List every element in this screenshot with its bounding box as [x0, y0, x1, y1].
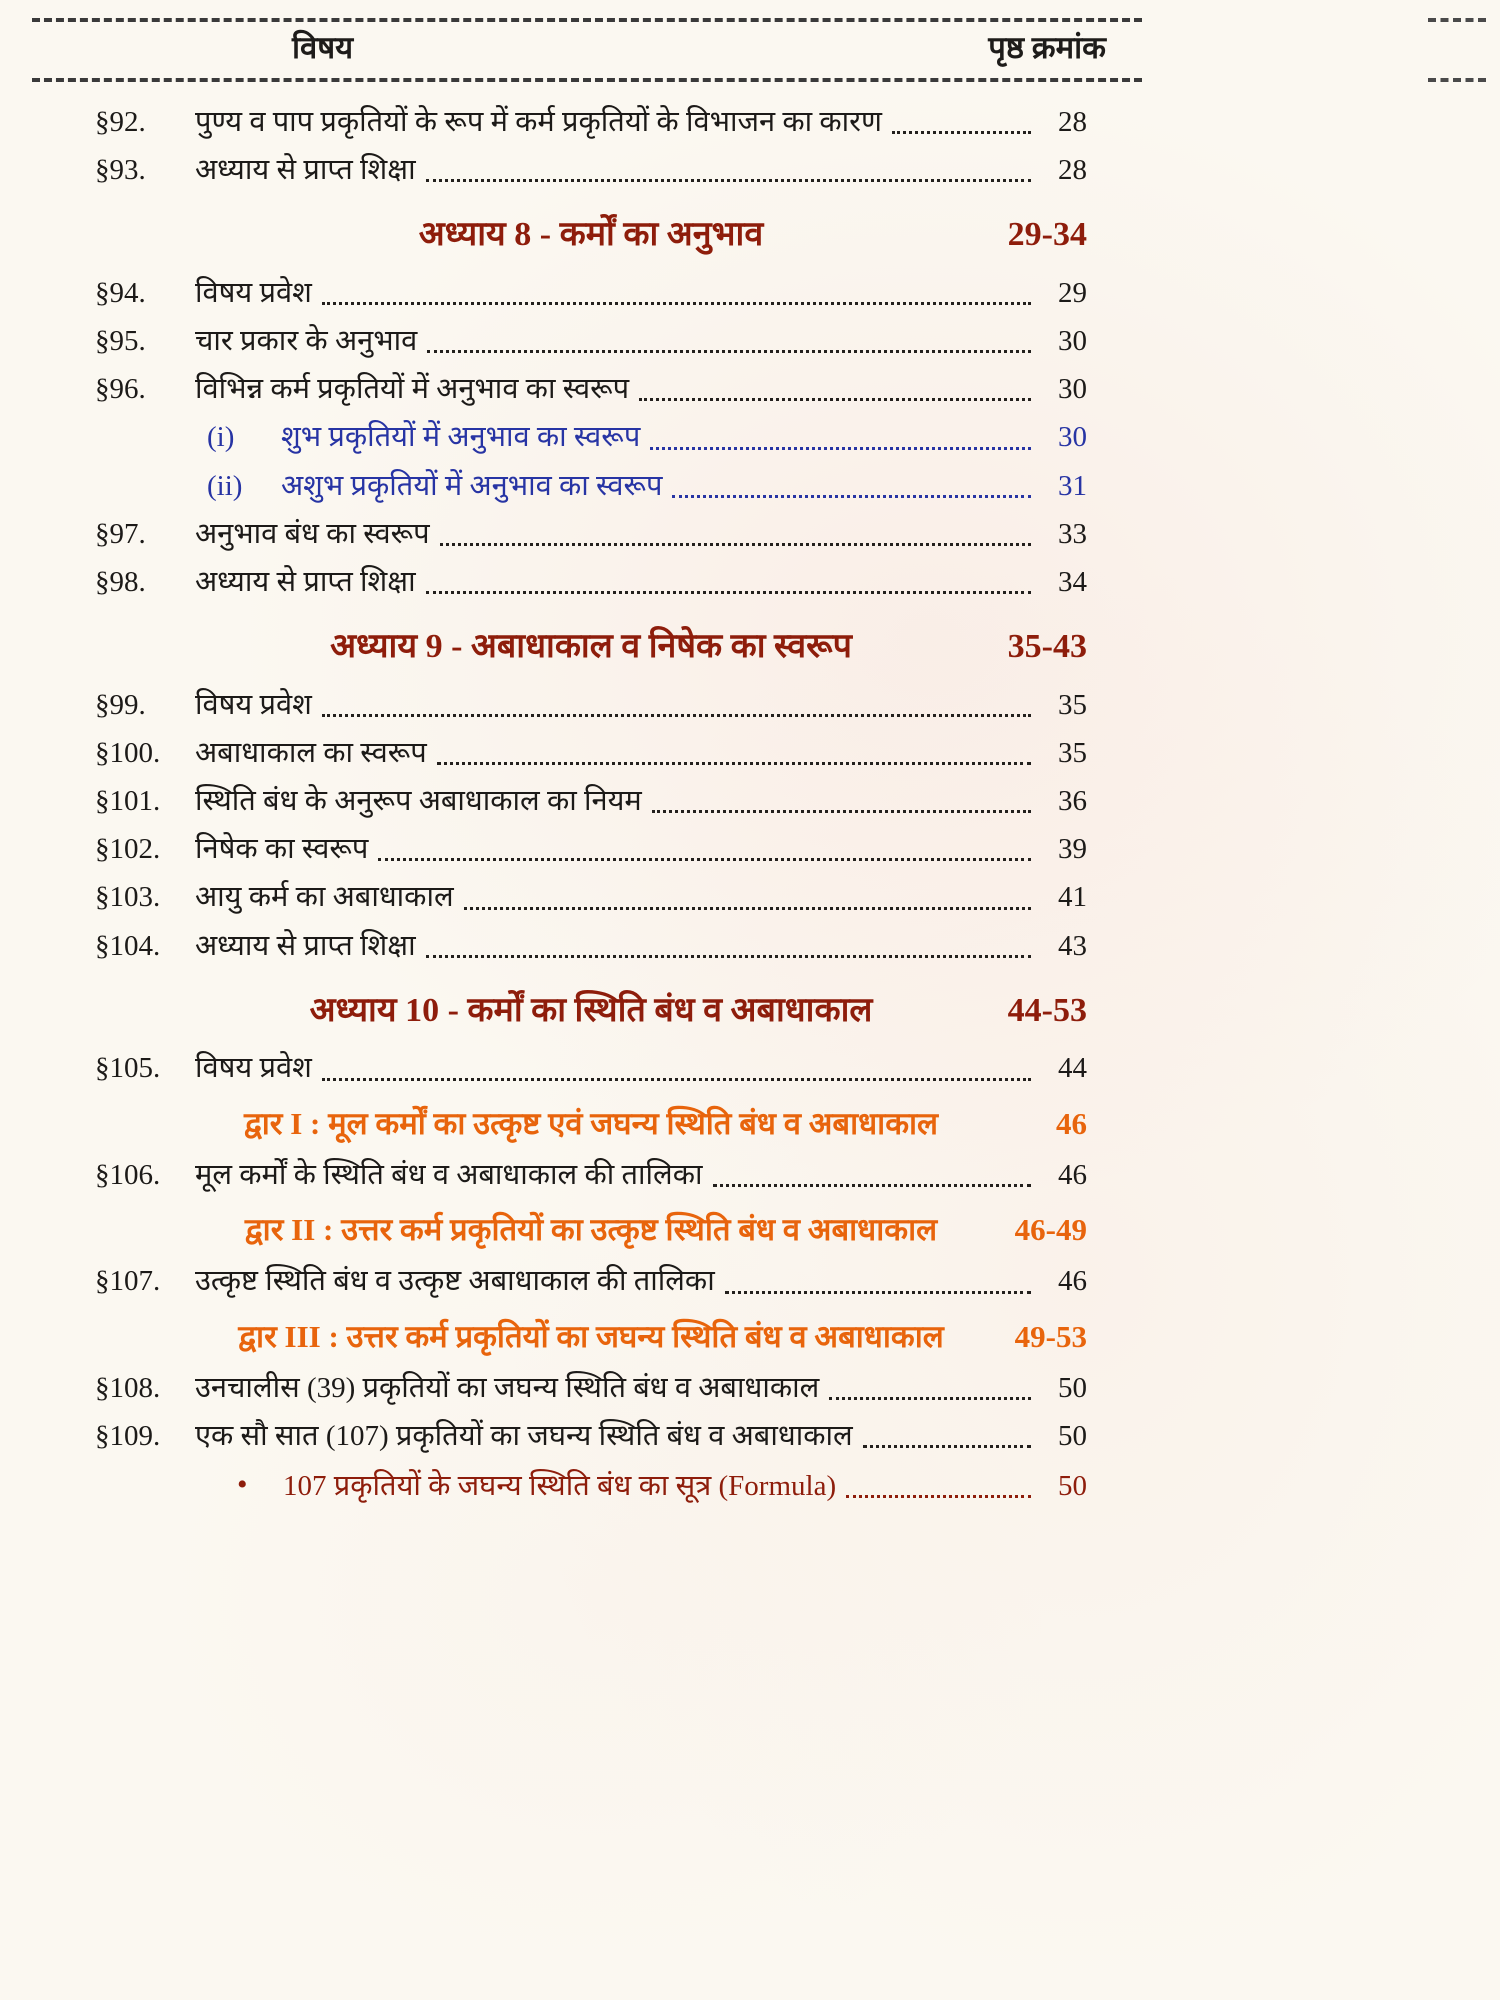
section-number: §108.: [95, 1372, 161, 1405]
header-bottom-dashed-rule: [32, 78, 1142, 82]
toc-row-entry: [95, 1048, 1087, 1089]
gate-title: द्वार III : उत्तर कर्म प्रकृतियों का जघन्य स्थिति बंध व अबाधाकाल: [238, 1318, 944, 1354]
toc-row-chapter: [95, 623, 1087, 671]
page-number: 46: [1058, 1158, 1087, 1191]
header-page-number-label: पृष्ठ क्रमांक: [988, 30, 1106, 65]
entry-title: उत्कृष्ट स्थिति बंध व उत्कृष्ट अबाधाकाल की तालिका: [195, 1265, 715, 1298]
toc-row-entry: [95, 781, 1087, 822]
toc-row-entry: [95, 685, 1087, 726]
page-number: 31: [1058, 469, 1087, 502]
section-number: §93.: [95, 154, 146, 187]
section-number: §94.: [95, 276, 146, 309]
gate-title: द्वार I : मूल कर्मों का उत्कृष्ट एवं जघन्य स्थिति बंध व अबाधाकाल: [243, 1105, 939, 1141]
section-number: §99.: [95, 688, 146, 721]
page-number: 33: [1058, 517, 1087, 550]
dot-leader: [846, 1495, 1031, 1498]
dot-leader: [440, 543, 1031, 546]
dot-leader: [639, 398, 1031, 401]
section-number: (ii): [207, 469, 243, 502]
toc-row-entry: [95, 829, 1087, 870]
page-number: 41: [1058, 881, 1087, 914]
entry-title: अबाधाकाल का स्वरूप: [195, 736, 427, 769]
dot-leader: [427, 350, 1031, 353]
page-number: 43: [1058, 929, 1087, 962]
toc-row-gate: [95, 1315, 1087, 1358]
section-number: §97.: [95, 517, 146, 550]
dot-leader: [725, 1291, 1031, 1294]
page-number: 46: [1056, 1105, 1087, 1141]
entry-title: अध्याय से प्राप्त शिक्षा: [195, 565, 416, 598]
toc-list: [95, 102, 1087, 1514]
bullet-icon: •: [237, 1468, 248, 1502]
section-number: §109.: [95, 1420, 161, 1453]
dot-leader: [426, 591, 1031, 594]
section-number: §98.: [95, 565, 146, 598]
entry-title: पुण्य व पाप प्रकृतियों के रूप में कर्म प्रकृतियों के विभाजन का कारण: [195, 106, 882, 138]
toc-row-entry: [95, 102, 1087, 143]
page-number: 44-53: [1007, 991, 1087, 1029]
page-number: 50: [1058, 1420, 1087, 1453]
top-dashed-rule-edge: [1428, 18, 1486, 22]
gate-title: द्वार II : उत्तर कर्म प्रकृतियों का उत्कृष्ट स्थिति बंध व अबाधाकाल: [244, 1212, 938, 1248]
toc-row-entry: [95, 1416, 1087, 1457]
dot-leader: [322, 1078, 1031, 1081]
entry-title: शुभ प्रकृतियों में अनुभाव का स्वरूप: [281, 421, 641, 454]
page-number: 35: [1058, 736, 1087, 769]
page-number: 28: [1058, 154, 1087, 187]
dot-leader: [322, 714, 1031, 717]
toc-row-entry: [95, 514, 1087, 555]
entry-title: स्थिति बंध के अनुरूप अबाधाकाल का नियम: [195, 785, 642, 818]
page-number: 30: [1058, 373, 1087, 406]
section-number: §106.: [95, 1158, 161, 1191]
toc-row-entry: [95, 733, 1087, 774]
dot-leader: [464, 907, 1031, 910]
toc-row-entry: [95, 273, 1087, 314]
page-number: 35-43: [1007, 628, 1087, 666]
chapter-title: अध्याय 8 - कर्मों का अनुभाव: [418, 216, 764, 254]
entry-title: विभिन्न कर्म प्रकृतियों में अनुभाव का स्वरूप: [195, 373, 630, 406]
section-number: §96.: [95, 373, 146, 406]
toc-row-entry: [95, 926, 1087, 967]
entry-title: 107 प्रकृतियों के जघन्य स्थिति बंध का सूत्र (Formula): [283, 1469, 837, 1502]
entry-title: अनुभाव बंध का स्वरूप: [195, 517, 430, 550]
page-number: 36: [1058, 785, 1087, 818]
dot-leader: [378, 858, 1031, 861]
toc-row-entry: [95, 1155, 1087, 1196]
header-bottom-dashed-rule-edge: [1428, 78, 1486, 82]
page-number: 49-53: [1014, 1318, 1087, 1354]
page-number: 50: [1058, 1372, 1087, 1405]
entry-title: निषेक का स्वरूप: [195, 833, 369, 866]
entry-title: विषय प्रवेश: [195, 276, 312, 309]
section-number: §105.: [95, 1052, 161, 1085]
section-number: §107.: [95, 1265, 161, 1298]
page-header: [0, 26, 1500, 72]
section-number: §103.: [95, 881, 161, 914]
toc-row-entry: [95, 150, 1087, 191]
toc-row-entry: [95, 877, 1087, 918]
toc-row-entry: [95, 1261, 1087, 1302]
page-number: 50: [1058, 1469, 1087, 1502]
header-subject-label: विषय: [292, 30, 354, 65]
page-number: 46: [1058, 1265, 1087, 1298]
entry-title: विषय प्रवेश: [195, 688, 312, 721]
page-number: 30: [1058, 421, 1087, 454]
page-number: 28: [1058, 106, 1087, 138]
page-number: 46-49: [1014, 1212, 1087, 1248]
dot-leader: [426, 179, 1031, 182]
dot-leader: [892, 131, 1031, 134]
page-number: 44: [1058, 1052, 1087, 1085]
entry-title: अशुभ प्रकृतियों में अनुभाव का स्वरूप: [281, 469, 663, 502]
toc-row-entry: [95, 562, 1087, 603]
page-number: 30: [1058, 325, 1087, 358]
dot-leader: [650, 447, 1031, 450]
page-number: 39: [1058, 833, 1087, 866]
toc-row-gate: [95, 1208, 1087, 1251]
chapter-title: अध्याय 10 - कर्मों का स्थिति बंध व अबाधाकाल: [309, 991, 873, 1029]
section-number: §100.: [95, 736, 161, 769]
dot-leader: [426, 955, 1031, 958]
toc-row-entry: [95, 369, 1087, 410]
entry-title: चार प्रकार के अनुभाव: [195, 325, 418, 358]
page-number: 34: [1058, 565, 1087, 598]
entry-title: एक सौ सात (107) प्रकृतियों का जघन्य स्थिति बंध व अबाधाकाल: [195, 1420, 853, 1453]
dot-leader: [652, 810, 1031, 813]
dot-leader: [322, 302, 1031, 305]
section-number: (i): [207, 421, 235, 454]
page-number: 29: [1058, 276, 1087, 309]
chapter-title: अध्याय 9 - अबाधाकाल व निषेक का स्वरूप: [330, 628, 852, 666]
toc-row-entry: [95, 321, 1087, 362]
entry-title: अध्याय से प्राप्त शिक्षा: [195, 929, 416, 962]
dot-leader: [672, 495, 1031, 498]
toc-row-gate: [95, 1102, 1087, 1145]
toc-row-chapter: [95, 987, 1087, 1035]
toc-row-entry: [95, 1368, 1087, 1409]
toc-row-sub: [95, 466, 1087, 507]
section-number: §104.: [95, 929, 161, 962]
section-number: §95.: [95, 325, 146, 358]
dot-leader: [863, 1445, 1031, 1448]
dot-leader: [713, 1184, 1031, 1187]
page-number: 29-34: [1007, 216, 1087, 254]
dot-leader: [437, 762, 1031, 765]
section-number: §102.: [95, 833, 161, 866]
entry-title: अध्याय से प्राप्त शिक्षा: [195, 154, 416, 187]
dot-leader: [829, 1397, 1031, 1400]
page-number: 35: [1058, 688, 1087, 721]
entry-title: विषय प्रवेश: [195, 1052, 312, 1085]
entry-title: उनचालीस (39) प्रकृतियों का जघन्य स्थिति बंध व अबाधाकाल: [195, 1372, 820, 1405]
top-dashed-rule: [32, 18, 1142, 22]
entry-title: मूल कर्मों के स्थिति बंध व अबाधाकाल की तालिका: [195, 1158, 703, 1191]
toc-row-sub: [95, 417, 1087, 458]
section-number: §101.: [95, 785, 161, 818]
toc-row-bullet: [95, 1464, 1087, 1507]
entry-title: आयु कर्म का अबाधाकाल: [195, 881, 454, 914]
section-number: §92.: [95, 106, 146, 138]
toc-row-chapter: [95, 211, 1087, 259]
